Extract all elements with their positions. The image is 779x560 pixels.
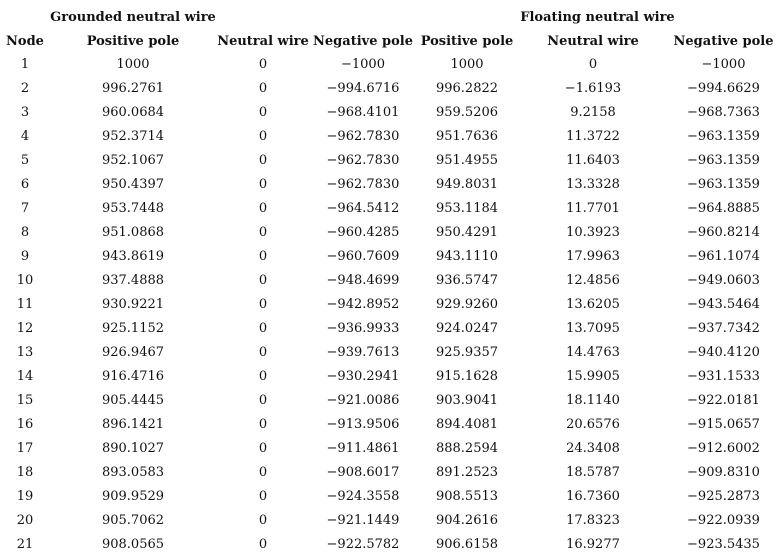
- column-header-row: [0, 30, 779, 52]
- cell-grounded-positive: 943.8619: [101, 248, 165, 264]
- cell-floating-neutral: 11.7701: [566, 200, 620, 216]
- cell-node: 5: [20, 152, 30, 168]
- cell-grounded-positive: 930.9221: [101, 296, 165, 312]
- cell-grounded-positive: 960.0684: [101, 104, 165, 120]
- cell-node: 18: [16, 464, 34, 480]
- cell-grounded-negative: −964.5412: [326, 200, 400, 216]
- column-header-grounded-negative: Negative pole: [313, 33, 413, 49]
- cell-grounded-neutral: 0: [258, 176, 268, 192]
- cell-floating-positive: 915.1628: [435, 368, 499, 384]
- cell-floating-positive: 936.5747: [435, 272, 499, 288]
- cell-grounded-neutral: 0: [258, 368, 268, 384]
- cell-node: 6: [20, 176, 30, 192]
- group-header-row: [0, 4, 779, 30]
- cell-grounded-negative: −936.9933: [326, 320, 400, 336]
- cell-grounded-positive: 1000: [116, 56, 150, 72]
- cell-floating-neutral: 17.9963: [566, 248, 620, 264]
- cell-grounded-neutral: 0: [258, 440, 268, 456]
- cell-grounded-positive: 952.3714: [101, 128, 165, 144]
- cell-floating-positive: 929.9260: [435, 296, 499, 312]
- cell-grounded-neutral: 0: [258, 248, 268, 264]
- cell-floating-negative: −963.1359: [687, 128, 760, 144]
- cell-floating-negative: −931.1533: [687, 368, 760, 384]
- cell-grounded-positive: 953.7448: [101, 200, 165, 216]
- group-header-floating: Floating neutral wire: [520, 9, 675, 25]
- cell-grounded-positive: 952.1067: [101, 152, 165, 168]
- cell-grounded-positive: 893.0583: [101, 464, 165, 480]
- cell-floating-neutral: 18.1140: [566, 392, 620, 408]
- table-row: [0, 460, 779, 484]
- cell-floating-negative: −949.0603: [687, 272, 760, 288]
- cell-floating-neutral: 16.9277: [566, 536, 620, 552]
- cell-grounded-positive: 950.4397: [101, 176, 165, 192]
- cell-node: 11: [16, 296, 34, 312]
- cell-grounded-negative: −942.8952: [326, 296, 400, 312]
- cell-grounded-negative: −968.4101: [326, 104, 400, 120]
- cell-grounded-negative: −911.4861: [326, 440, 400, 456]
- cell-grounded-negative: −960.7609: [326, 248, 400, 264]
- table-row: [0, 364, 779, 388]
- cell-floating-negative: −940.4120: [687, 344, 760, 360]
- node-voltage-table: [0, 4, 779, 556]
- group-header-spacer: [216, 4, 310, 30]
- table-row: [0, 436, 779, 460]
- cell-grounded-positive: 925.1152: [101, 320, 165, 336]
- cell-node: 17: [16, 440, 34, 456]
- cell-grounded-neutral: 0: [258, 512, 268, 528]
- cell-floating-positive: 903.9041: [435, 392, 499, 408]
- table-row: [0, 196, 779, 220]
- cell-grounded-positive: 937.4888: [101, 272, 165, 288]
- cell-grounded-neutral: 0: [258, 344, 268, 360]
- cell-node: 12: [16, 320, 34, 336]
- cell-floating-neutral: 20.6576: [566, 416, 620, 432]
- cell-node: 7: [20, 200, 30, 216]
- table-row: [0, 220, 779, 244]
- cell-floating-positive: 894.4081: [435, 416, 499, 432]
- cell-grounded-neutral: 0: [258, 104, 268, 120]
- cell-node: 13: [16, 344, 34, 360]
- cell-grounded-positive: 890.1027: [101, 440, 165, 456]
- cell-grounded-positive: 896.1421: [101, 416, 165, 432]
- cell-grounded-negative: −913.9506: [326, 416, 400, 432]
- cell-floating-neutral: 13.7095: [566, 320, 620, 336]
- cell-floating-positive: 950.4291: [435, 224, 499, 240]
- cell-floating-neutral: 17.8323: [566, 512, 620, 528]
- table-row: [0, 412, 779, 436]
- cell-floating-neutral: 11.3722: [566, 128, 620, 144]
- cell-floating-neutral: −1.6193: [564, 80, 622, 96]
- cell-floating-negative: −923.5435: [687, 536, 760, 552]
- cell-grounded-neutral: 0: [258, 416, 268, 432]
- cell-floating-negative: −922.0181: [687, 392, 760, 408]
- cell-grounded-negative: −908.6017: [326, 464, 400, 480]
- table-header: [0, 4, 779, 52]
- cell-floating-negative: −963.1359: [687, 176, 760, 192]
- table-row: [0, 244, 779, 268]
- cell-grounded-positive: 951.0868: [101, 224, 165, 240]
- cell-grounded-negative: −962.7830: [326, 176, 400, 192]
- table-row: [0, 292, 779, 316]
- cell-grounded-positive: 905.7062: [101, 512, 165, 528]
- cell-grounded-negative: −962.7830: [326, 152, 400, 168]
- cell-grounded-negative: −948.4699: [326, 272, 400, 288]
- cell-grounded-positive: 905.4445: [101, 392, 165, 408]
- cell-grounded-neutral: 0: [258, 224, 268, 240]
- group-header-spacer: [310, 4, 416, 30]
- table-row: [0, 268, 779, 292]
- table-body: [0, 52, 779, 556]
- table-row: [0, 532, 779, 556]
- cell-grounded-neutral: 0: [258, 488, 268, 504]
- cell-grounded-neutral: 0: [258, 296, 268, 312]
- cell-node: 2: [20, 80, 30, 96]
- cell-floating-neutral: 13.3328: [566, 176, 620, 192]
- column-header-floating-negative: Negative pole: [673, 33, 774, 49]
- cell-floating-neutral: 16.7360: [566, 488, 620, 504]
- table-row: [0, 508, 779, 532]
- cell-floating-neutral: 11.6403: [566, 152, 620, 168]
- cell-grounded-negative: −922.5782: [326, 536, 400, 552]
- column-header-floating-positive: Positive pole: [420, 33, 514, 49]
- cell-floating-negative: −915.0657: [687, 416, 760, 432]
- column-header-node: Node: [6, 33, 44, 49]
- cell-floating-positive: 959.5206: [435, 104, 499, 120]
- cell-floating-positive: 951.4955: [435, 152, 499, 168]
- cell-grounded-neutral: 0: [258, 320, 268, 336]
- cell-grounded-neutral: 0: [258, 464, 268, 480]
- cell-floating-positive: 1000: [450, 56, 484, 72]
- cell-grounded-negative: −994.6716: [326, 80, 400, 96]
- cell-floating-negative: −912.6002: [687, 440, 760, 456]
- table-row: [0, 172, 779, 196]
- cell-floating-negative: −1000: [701, 56, 746, 72]
- cell-floating-positive: 953.1184: [435, 200, 499, 216]
- column-header-grounded-positive: Positive pole: [86, 33, 180, 49]
- cell-floating-neutral: 12.4856: [566, 272, 620, 288]
- cell-grounded-positive: 909.9529: [101, 488, 165, 504]
- table-row: [0, 100, 779, 124]
- cell-node: 8: [20, 224, 30, 240]
- cell-floating-negative: −925.2873: [687, 488, 760, 504]
- cell-floating-positive: 904.2616: [435, 512, 499, 528]
- cell-grounded-negative: −921.1449: [326, 512, 400, 528]
- cell-floating-neutral: 13.6205: [566, 296, 620, 312]
- cell-grounded-positive: 926.9467: [101, 344, 165, 360]
- cell-grounded-neutral: 0: [258, 272, 268, 288]
- cell-floating-negative: −994.6629: [687, 80, 760, 96]
- cell-floating-negative: −909.8310: [687, 464, 760, 480]
- cell-floating-negative: −937.7342: [687, 320, 760, 336]
- group-header-grounded: Grounded neutral wire: [50, 9, 216, 25]
- cell-floating-positive: 925.9357: [435, 344, 499, 360]
- cell-floating-neutral: 0: [588, 56, 598, 72]
- cell-node: 4: [20, 128, 30, 144]
- cell-floating-positive: 996.2822: [435, 80, 499, 96]
- cell-floating-neutral: 24.3408: [566, 440, 620, 456]
- cell-node: 10: [16, 272, 34, 288]
- cell-floating-positive: 891.2523: [435, 464, 499, 480]
- cell-node: 9: [20, 248, 30, 264]
- cell-grounded-positive: 916.4716: [101, 368, 165, 384]
- cell-floating-positive: 924.0247: [435, 320, 499, 336]
- cell-node: 3: [20, 104, 30, 120]
- column-header-grounded-neutral: Neutral wire: [217, 33, 309, 49]
- cell-floating-neutral: 10.3923: [566, 224, 620, 240]
- cell-floating-negative: −964.8885: [687, 200, 760, 216]
- cell-floating-negative: −960.8214: [687, 224, 760, 240]
- cell-floating-positive: 888.2594: [435, 440, 499, 456]
- cell-grounded-negative: −962.7830: [326, 128, 400, 144]
- cell-grounded-negative: −921.0086: [326, 392, 400, 408]
- cell-grounded-negative: −960.4285: [326, 224, 400, 240]
- cell-grounded-negative: −939.7613: [326, 344, 400, 360]
- table-row: [0, 316, 779, 340]
- cell-floating-positive: 951.7636: [435, 128, 499, 144]
- cell-grounded-neutral: 0: [258, 80, 268, 96]
- cell-floating-neutral: 18.5787: [566, 464, 620, 480]
- cell-floating-negative: −968.7363: [687, 104, 760, 120]
- table-row: [0, 124, 779, 148]
- table-row: [0, 76, 779, 100]
- cell-grounded-neutral: 0: [258, 200, 268, 216]
- cell-floating-neutral: 14.4763: [566, 344, 620, 360]
- cell-floating-negative: −943.5464: [687, 296, 760, 312]
- column-header-floating-neutral: Neutral wire: [547, 33, 639, 49]
- cell-grounded-negative: −930.2941: [326, 368, 400, 384]
- cell-node: 21: [16, 536, 34, 552]
- cell-floating-negative: −961.1074: [687, 248, 760, 264]
- cell-floating-negative: −922.0939: [687, 512, 760, 528]
- cell-node: 14: [16, 368, 34, 384]
- cell-grounded-positive: 996.2761: [101, 80, 165, 96]
- cell-grounded-negative: −924.3558: [326, 488, 400, 504]
- cell-grounded-negative: −1000: [341, 56, 385, 72]
- cell-floating-negative: −963.1359: [687, 152, 760, 168]
- table-row: [0, 484, 779, 508]
- table-row: [0, 148, 779, 172]
- table-row: [0, 340, 779, 364]
- cell-node: 19: [16, 488, 34, 504]
- table-row: [0, 388, 779, 412]
- cell-grounded-positive: 908.0565: [101, 536, 165, 552]
- cell-floating-positive: 949.8031: [435, 176, 499, 192]
- cell-node: 1: [20, 56, 30, 72]
- cell-floating-neutral: 15.9905: [566, 368, 620, 384]
- cell-grounded-neutral: 0: [258, 128, 268, 144]
- cell-floating-neutral: 9.2158: [570, 104, 616, 120]
- table-row: [0, 52, 779, 76]
- cell-node: 16: [16, 416, 34, 432]
- group-header-spacer: [0, 4, 50, 30]
- cell-grounded-neutral: 0: [258, 392, 268, 408]
- cell-node: 20: [16, 512, 34, 528]
- cell-node: 15: [16, 392, 34, 408]
- cell-grounded-neutral: 0: [258, 56, 268, 72]
- cell-grounded-neutral: 0: [258, 536, 268, 552]
- cell-floating-positive: 943.1110: [435, 248, 499, 264]
- cell-grounded-neutral: 0: [258, 152, 268, 168]
- cell-floating-positive: 908.5513: [435, 488, 499, 504]
- cell-floating-positive: 906.6158: [435, 536, 499, 552]
